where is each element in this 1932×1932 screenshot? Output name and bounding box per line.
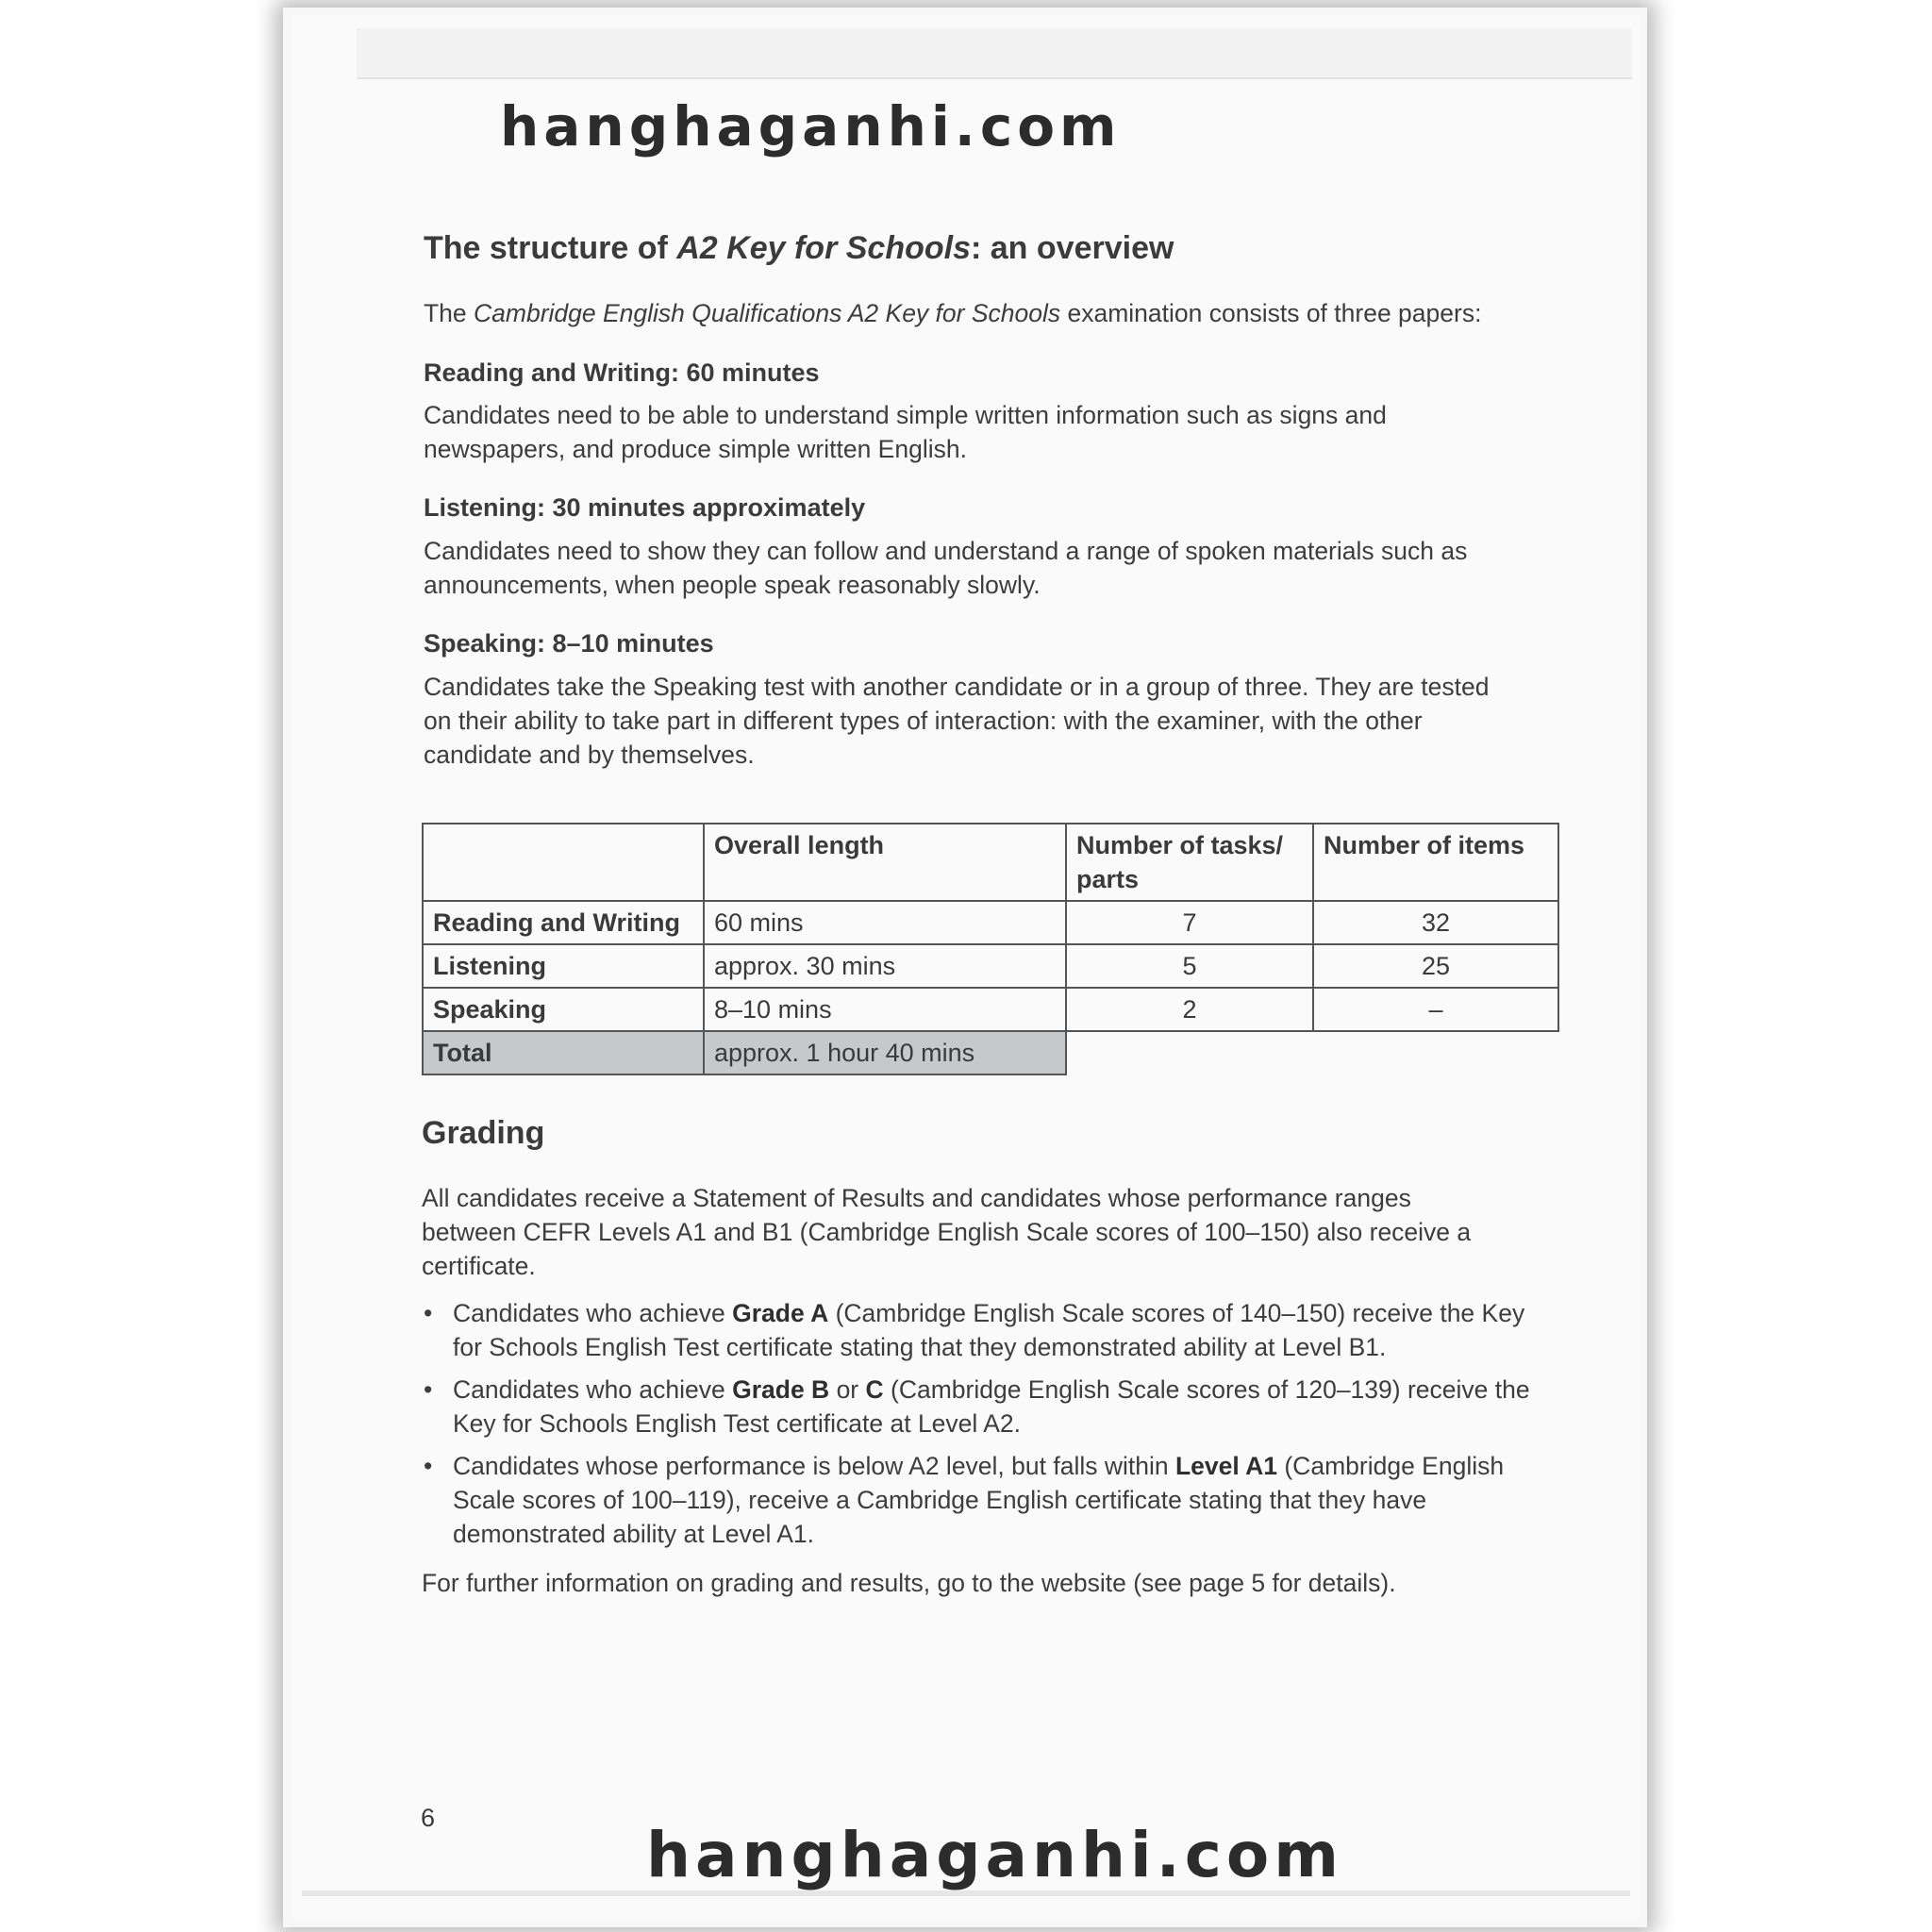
overview-intro [424, 296, 1481, 330]
grade-bc-post: (Cambridge English Scale scores of 120–139) receive the Key for Schools English Test certificate at Level A2. [453, 1375, 1530, 1438]
watermark-bottom: hanghaganhi.com [646, 1819, 1343, 1891]
grade-b-bold: Grade B [732, 1375, 830, 1404]
top-scan-strip [357, 28, 1632, 79]
paper-desc-speaking-line1: Candidates take the Speaking test with another candidate or in a group of three. They are tested [424, 673, 1490, 701]
level-a1-pre: Candidates whose performance is below A2 level, but falls within [453, 1452, 1175, 1480]
list-item [422, 1449, 1538, 1551]
bullet-icon: • [424, 1452, 433, 1480]
table-header-row [423, 824, 1558, 901]
grading-footer: For further information on grading and results, go to the website (see page 5 for details). [422, 1569, 1396, 1597]
table-cell-length: 8–10 mins [704, 988, 1066, 1031]
table-total-row [423, 1031, 1558, 1074]
level-a1-post: (Cambridge English Scale scores of 100–119), receive a Cambridge English certificate stating that they have demonstrated ability at Level A1. [453, 1452, 1505, 1548]
paper-heading-listening: Listening: 30 minutes approximately [424, 493, 866, 522]
intro-italic: Cambridge English Qualifications A2 Key for Schools [474, 299, 1061, 327]
paper-desc-speaking-line3: candidate and by themselves. [424, 741, 755, 769]
grading-intro-line2: between CEFR Levels A1 and B1 (Cambridge English Scale scores of 100–150) also receive a [422, 1218, 1472, 1246]
level-a1-bold: Level A1 [1174, 1452, 1277, 1480]
paper-desc-speaking-line2: on their ability to take part in different types of interaction: with the examiner, with the other [424, 707, 1423, 735]
table-cell-paper: Listening [423, 944, 704, 988]
paper-desc-listening-line2: announcements, when people speak reasonably slowly. [424, 571, 1041, 599]
paper-heading-reading-writing: Reading and Writing: 60 minutes [424, 358, 820, 387]
table-cell-items: – [1313, 988, 1558, 1031]
table-row [423, 901, 1558, 944]
table-total-length: approx. 1 hour 40 mins [704, 1031, 1066, 1074]
grade-c-bold: C [865, 1375, 884, 1404]
overview-table [422, 823, 1559, 1075]
paper-heading-speaking: Speaking: 8–10 minutes [424, 629, 714, 658]
table-total-empty [1066, 1031, 1313, 1074]
grading-list [422, 1296, 1544, 1559]
overview-heading-suffix: : an overview [971, 230, 1174, 266]
table-header-tasks: Number of tasks/ parts [1066, 824, 1313, 901]
list-item [422, 1373, 1547, 1441]
table-header-blank [423, 824, 704, 901]
bullet-icon: • [424, 1299, 433, 1327]
intro-prefix: The [424, 299, 475, 327]
grading-intro-line1: All candidates receive a Statement of Results and candidates whose performance ranges [422, 1184, 1411, 1212]
table-cell-length: 60 mins [704, 901, 1066, 944]
watermark-top: hanghaganhi.com [500, 94, 1122, 158]
paper-desc-reading-writing-line1: Candidates need to be able to understand simple written information such as signs and [424, 401, 1387, 429]
table-total-empty [1313, 1031, 1558, 1074]
table-cell-paper: Speaking [423, 988, 704, 1031]
overview-heading [424, 230, 1174, 267]
table-header-items: Number of items [1313, 824, 1558, 901]
table-total-label: Total [423, 1031, 704, 1074]
grading-heading: Grading [422, 1115, 545, 1151]
page-number: 6 [421, 1804, 436, 1832]
intro-suffix: examination consists of three papers: [1060, 299, 1482, 327]
grade-a-post: (Cambridge English Scale scores of 140–150) receive the Key for Schools English Test certificate stating that they demonstrated ability at Level B1. [453, 1299, 1525, 1361]
table-cell-tasks: 5 [1066, 944, 1313, 988]
table-cell-items: 25 [1313, 944, 1558, 988]
grade-bc-pre: Candidates who achieve [453, 1375, 733, 1404]
table-cell-length: approx. 30 mins [704, 944, 1066, 988]
grade-bc-mid: or [829, 1375, 866, 1404]
table-cell-paper: Reading and Writing [423, 901, 704, 944]
list-item [422, 1296, 1538, 1364]
paper-desc-listening-line1: Candidates need to show they can follow and understand a range of spoken materials such as [424, 537, 1468, 565]
table-cell-tasks: 7 [1066, 901, 1313, 944]
grading-intro-line3: certificate. [422, 1252, 536, 1280]
table-header-length: Overall length [704, 824, 1066, 901]
paper-desc-reading-writing-line2: newspapers, and produce simple written English. [424, 435, 967, 463]
table-row [423, 944, 1558, 988]
overview-heading-prefix: The structure of [424, 230, 677, 266]
grade-a-pre: Candidates who achieve [453, 1299, 733, 1327]
table-cell-items: 32 [1313, 901, 1558, 944]
table-cell-tasks: 2 [1066, 988, 1313, 1031]
grade-a-bold: Grade A [732, 1299, 829, 1327]
bullet-icon: • [424, 1375, 433, 1404]
overview-heading-italic: A2 Key for Schools [676, 230, 971, 266]
table-row [423, 988, 1558, 1031]
